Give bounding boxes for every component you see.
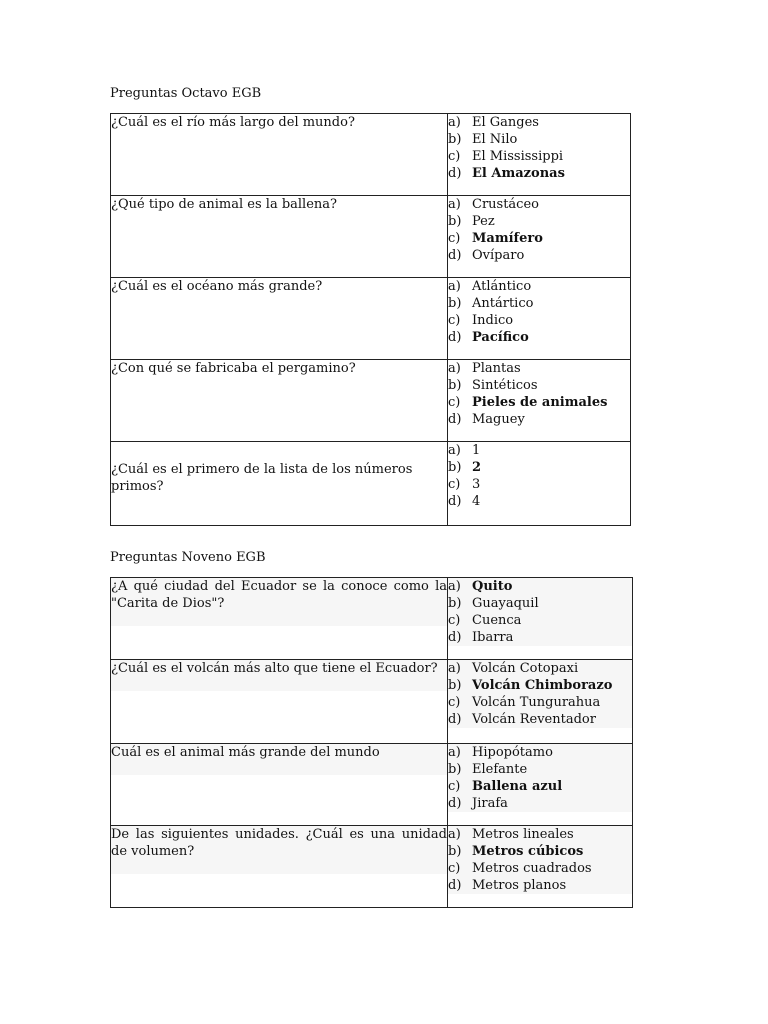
options-list xyxy=(448,660,632,728)
correct-option-text: Pacífico xyxy=(472,330,529,345)
correct-option-text: Pieles de animales xyxy=(472,395,608,410)
option-text: Metros lineales xyxy=(472,827,574,842)
option-item xyxy=(448,394,630,411)
option-item xyxy=(448,295,630,312)
option-text: Elefante xyxy=(472,762,528,777)
correct-option-text: Metros cúbicos xyxy=(472,844,584,859)
question-text: ¿Cuál es el océano más grande? xyxy=(111,279,323,294)
question-cell xyxy=(111,442,448,526)
options-list xyxy=(448,442,630,510)
option-letter: a) xyxy=(448,115,461,130)
option-letter: b) xyxy=(448,296,462,311)
option-text: Crustáceo xyxy=(472,197,539,212)
option-item xyxy=(448,312,630,329)
options-cell xyxy=(448,278,631,360)
options-cell xyxy=(448,826,633,908)
option-text: Antártico xyxy=(472,296,534,311)
option-text: Volcán Tungurahua xyxy=(472,695,601,710)
section-title-noveno: Preguntas Noveno EGB xyxy=(110,550,266,565)
question-row xyxy=(111,826,633,908)
option-text: Ovíparo xyxy=(472,248,525,263)
question-row xyxy=(111,660,633,744)
options-cell xyxy=(448,744,633,826)
option-letter: d) xyxy=(448,630,462,645)
option-letter: d) xyxy=(448,166,462,181)
option-item xyxy=(448,114,630,131)
option-text: Plantas xyxy=(472,361,521,376)
option-item xyxy=(448,377,630,394)
option-item xyxy=(448,411,630,428)
quiz-table-octavo xyxy=(110,113,631,526)
option-item xyxy=(448,595,632,612)
option-letter: c) xyxy=(448,861,461,876)
options-list xyxy=(448,578,632,646)
option-item xyxy=(448,247,630,264)
quiz-table-noveno-body xyxy=(111,578,633,908)
correct-option-text: Mamífero xyxy=(472,231,543,246)
option-text: El Ganges xyxy=(472,115,539,130)
option-letter: b) xyxy=(448,132,462,147)
option-item xyxy=(448,778,632,795)
option-item xyxy=(448,360,630,377)
question-text: ¿Qué tipo de animal es la ballena? xyxy=(111,197,337,212)
option-letter: b) xyxy=(448,596,462,611)
question-text: ¿Con qué se fabricaba el pergamino? xyxy=(111,361,356,376)
option-item xyxy=(448,329,630,346)
option-text: Pez xyxy=(472,214,495,229)
option-item xyxy=(448,196,630,213)
option-text: Sintéticos xyxy=(472,378,538,393)
option-letter: d) xyxy=(448,248,462,263)
option-letter: a) xyxy=(448,443,461,458)
question-cell xyxy=(111,360,448,442)
question-row xyxy=(111,196,631,278)
option-text: 1 xyxy=(472,443,481,458)
option-letter: a) xyxy=(448,361,461,376)
correct-option-text: El Amazonas xyxy=(472,166,565,181)
options-list xyxy=(448,744,632,812)
option-text: Indico xyxy=(472,313,514,328)
option-item xyxy=(448,677,632,694)
option-text: Metros cuadrados xyxy=(472,861,592,876)
option-letter: c) xyxy=(448,313,461,328)
option-letter: a) xyxy=(448,197,461,212)
option-text: El Mississippi xyxy=(472,149,564,164)
option-item xyxy=(448,278,630,295)
option-item xyxy=(448,744,632,761)
question-text: De las siguientes unidades. ¿Cuál es una unidad de volumen? xyxy=(111,826,447,874)
option-item xyxy=(448,442,630,459)
option-letter: c) xyxy=(448,477,461,492)
option-letter: b) xyxy=(448,678,462,693)
option-text: Maguey xyxy=(472,412,525,427)
option-letter: c) xyxy=(448,695,461,710)
question-row xyxy=(111,744,633,826)
question-text: ¿A qué ciudad del Ecuador se la conoce como la "Carita de Dios"? xyxy=(111,578,447,626)
option-letter: a) xyxy=(448,745,461,760)
option-letter: c) xyxy=(448,613,461,628)
option-text: Cuenca xyxy=(472,613,522,628)
option-letter: d) xyxy=(448,494,462,509)
option-item xyxy=(448,459,630,476)
option-text: Metros planos xyxy=(472,878,567,893)
option-letter: c) xyxy=(448,395,461,410)
option-item xyxy=(448,230,630,247)
option-letter: d) xyxy=(448,878,462,893)
correct-option-text: 2 xyxy=(472,460,482,475)
correct-option-text: Quito xyxy=(472,579,513,594)
option-letter: d) xyxy=(448,412,462,427)
options-list xyxy=(448,360,630,428)
option-item xyxy=(448,795,632,812)
options-list xyxy=(448,196,630,264)
question-cell xyxy=(111,278,448,360)
option-letter: c) xyxy=(448,231,461,246)
question-row xyxy=(111,278,631,360)
option-letter: a) xyxy=(448,579,461,594)
option-text: Volcán Cotopaxi xyxy=(472,661,579,676)
option-item xyxy=(448,694,632,711)
option-item xyxy=(448,131,630,148)
section-title-octavo: Preguntas Octavo EGB xyxy=(110,86,262,101)
options-cell xyxy=(448,114,631,196)
option-letter: b) xyxy=(448,844,462,859)
option-item xyxy=(448,843,632,860)
option-letter: d) xyxy=(448,330,462,345)
correct-option-text: Volcán Chimborazo xyxy=(472,678,613,693)
question-row xyxy=(111,442,631,526)
option-text: Guayaquil xyxy=(472,596,539,611)
options-list xyxy=(448,114,630,182)
option-text: 4 xyxy=(472,494,481,509)
option-letter: b) xyxy=(448,460,462,475)
question-text: Cuál es el animal más grande del mundo xyxy=(111,744,447,775)
option-item xyxy=(448,877,632,894)
question-text: ¿Cuál es el río más largo del mundo? xyxy=(111,115,355,130)
options-cell xyxy=(448,578,633,660)
question-cell xyxy=(111,744,448,826)
quiz-table-noveno xyxy=(110,577,633,908)
quiz-table-octavo-body xyxy=(111,114,631,526)
question-cell xyxy=(111,114,448,196)
option-letter: b) xyxy=(448,214,462,229)
option-item xyxy=(448,493,630,510)
option-letter: a) xyxy=(448,279,461,294)
option-text: Atlántico xyxy=(472,279,532,294)
option-text: Volcán Reventador xyxy=(472,712,596,727)
options-cell xyxy=(448,660,633,744)
question-cell xyxy=(111,826,448,908)
question-cell xyxy=(111,660,448,744)
question-text: ¿Cuál es el primero de la lista de los números primos? xyxy=(111,461,413,494)
option-letter: a) xyxy=(448,827,461,842)
option-text: Ibarra xyxy=(472,630,514,645)
options-cell xyxy=(448,442,631,526)
option-letter: c) xyxy=(448,779,461,794)
option-letter: d) xyxy=(448,712,462,727)
option-item xyxy=(448,629,632,646)
option-letter: c) xyxy=(448,149,461,164)
option-item xyxy=(448,148,630,165)
option-letter: b) xyxy=(448,378,462,393)
question-row xyxy=(111,578,633,660)
option-item xyxy=(448,826,632,843)
option-item xyxy=(448,476,630,493)
options-list xyxy=(448,826,632,894)
correct-option-text: Ballena azul xyxy=(472,779,563,794)
option-text: 3 xyxy=(472,477,481,492)
question-row xyxy=(111,360,631,442)
options-cell xyxy=(448,360,631,442)
question-cell xyxy=(111,196,448,278)
option-item xyxy=(448,660,632,677)
question-cell xyxy=(111,578,448,660)
option-item xyxy=(448,860,632,877)
option-item xyxy=(448,213,630,230)
question-text: ¿Cuál es el volcán más alto que tiene el Ecuador? xyxy=(111,660,447,691)
option-text: Jirafa xyxy=(472,796,508,811)
option-text: El Nilo xyxy=(472,132,518,147)
option-letter: b) xyxy=(448,762,462,777)
question-row xyxy=(111,114,631,196)
options-list xyxy=(448,278,630,346)
option-item xyxy=(448,612,632,629)
option-item xyxy=(448,761,632,778)
options-cell xyxy=(448,196,631,278)
option-item xyxy=(448,165,630,182)
option-text: Hipopótamo xyxy=(472,745,553,760)
option-letter: a) xyxy=(448,661,461,676)
option-item xyxy=(448,711,632,728)
option-item xyxy=(448,578,632,595)
option-letter: d) xyxy=(448,796,462,811)
